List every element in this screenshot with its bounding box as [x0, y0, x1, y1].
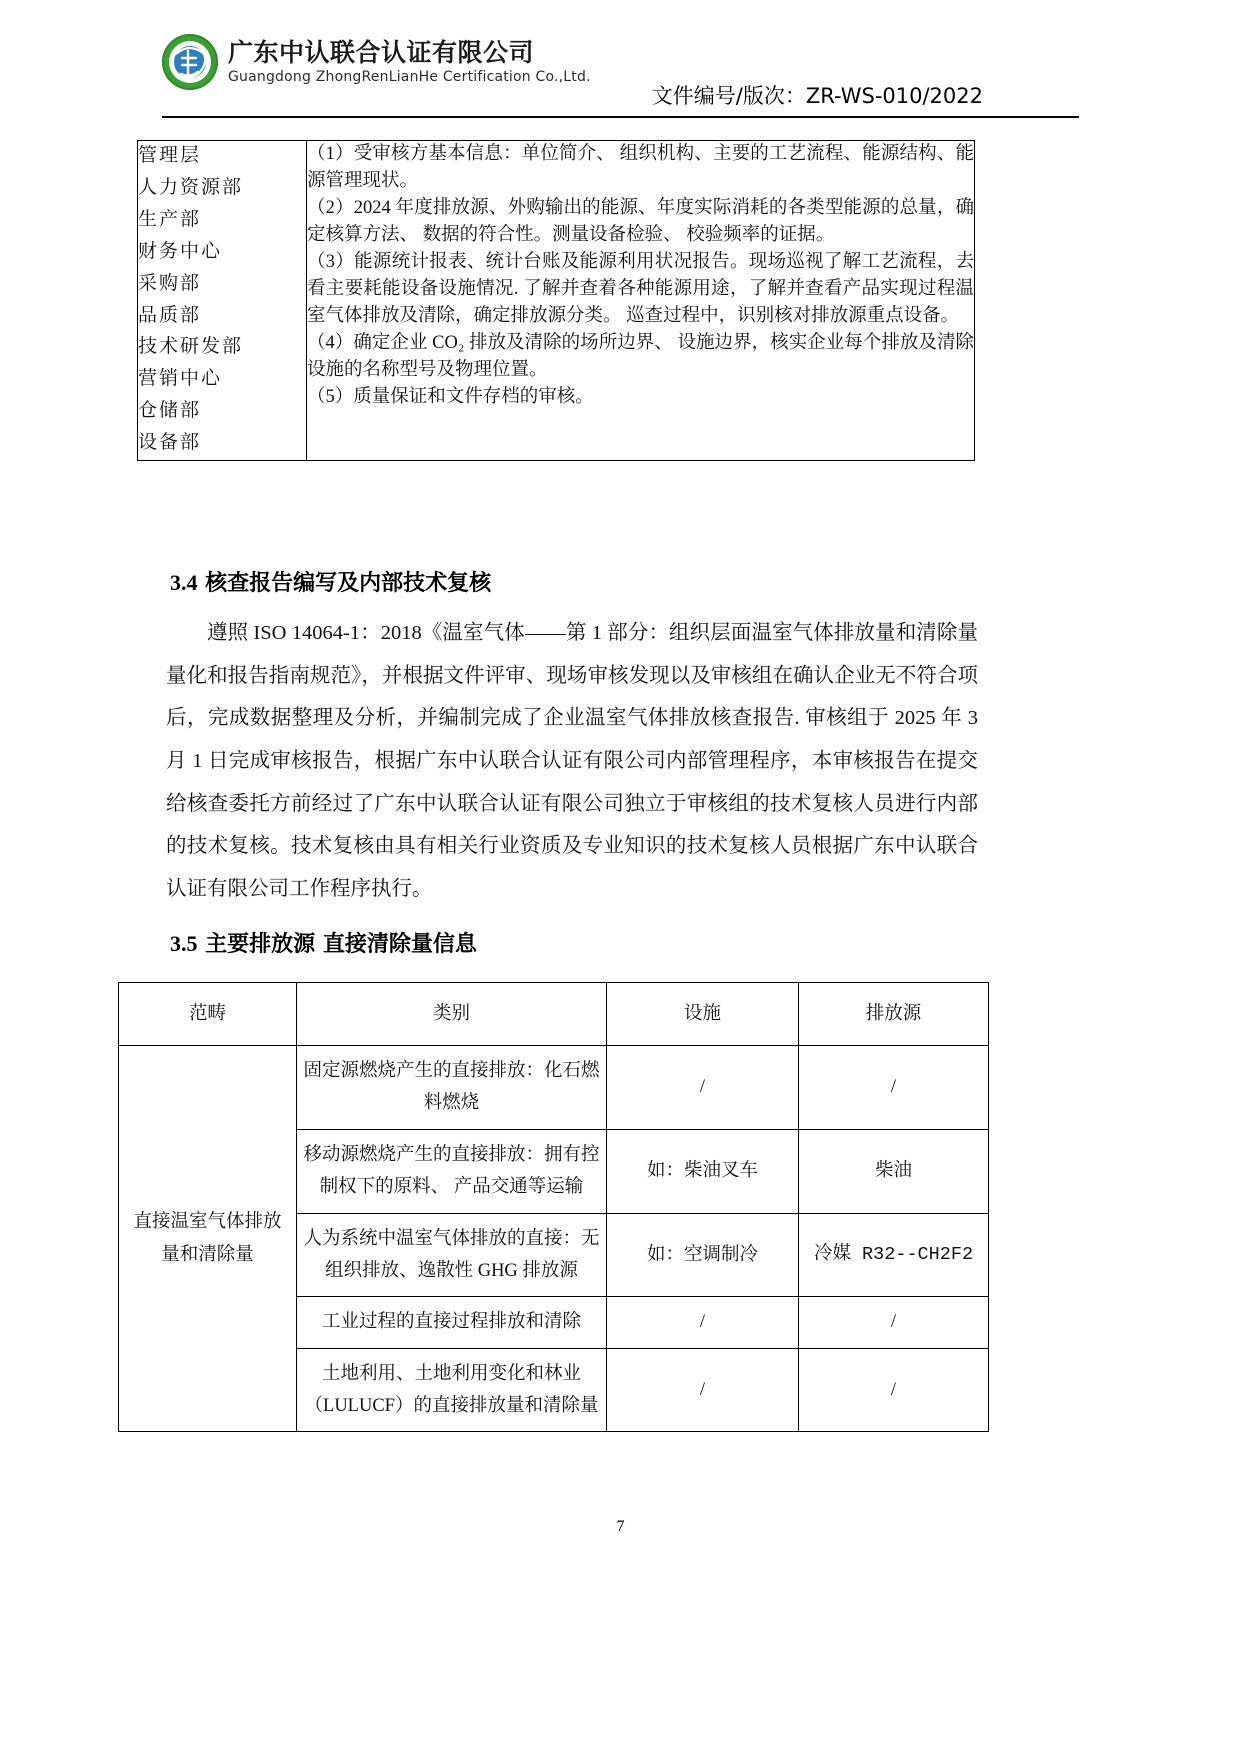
category-cell: 土地利用、土地利用变化和林业（LULUCF）的直接排放量和清除量 [297, 1348, 607, 1432]
document-code: 文件编号/版次：ZR-WS-010/2022 [651, 84, 983, 108]
facility-cell: 如：柴油叉车 [607, 1129, 799, 1213]
certification-seal-icon [162, 34, 218, 90]
header-divider [162, 116, 1079, 118]
section-number: 3.5 [170, 931, 198, 956]
list-item: 品质部 [138, 304, 202, 327]
facility-cell: / [607, 1046, 799, 1130]
column-header-category: 类别 [297, 983, 607, 1046]
document-header [0, 28, 1241, 114]
audit-activities-list [307, 141, 974, 411]
category-cell: 人为系统中温室气体排放的直接：无组织排放、逸散性 GHG 排放源 [297, 1213, 607, 1297]
scope-cell: 直接温室气体排放量和清除量 [119, 1046, 297, 1432]
activity-item: （3）能源统计报表、统计台账及能源利用状况报告。现场巡视了解工艺流程，去看主要耗能设备设施情况. 了解并查着各种能源用途，了解并查看产品实现过程温室气体排放及清除，确定排放源分类。 巡查过程中，识别核对排放源重点设备。 [307, 252, 974, 326]
facility-cell: 如：空调制冷 [607, 1213, 799, 1297]
activity-item: （1）受审核方基本信息：单位简介、 组织机构、主要的工艺流程、能源结构、能源管理现状。 [307, 144, 974, 191]
facility-cell: / [607, 1297, 799, 1348]
source-cell: / [799, 1297, 989, 1348]
company-logo-block [162, 34, 591, 90]
table-row [138, 141, 975, 461]
list-item: 人力资源部 [138, 176, 244, 199]
category-cell: 移动源燃烧产生的直接排放：拥有控制权下的原料、 产品交通等运输 [297, 1129, 607, 1213]
column-header-source: 排放源 [799, 983, 989, 1046]
category-cell: 固定源燃烧产生的直接排放：化石燃料燃烧 [297, 1046, 607, 1130]
company-name-cn: 广东中认联合认证有限公司 [228, 37, 535, 67]
section-number: 3.4 [170, 570, 198, 595]
emission-sources-table [118, 982, 989, 1432]
table-row [119, 1046, 989, 1130]
section-title: 主要排放源 直接清除量信息 [205, 932, 477, 957]
source-cell: 冷媒 R32--CH2F2 [799, 1213, 989, 1297]
list-item: 管理层 [138, 145, 202, 167]
facility-cell: / [607, 1348, 799, 1432]
source-cell: 柴油 [799, 1129, 989, 1213]
category-cell: 工业过程的直接过程排放和清除 [297, 1297, 607, 1348]
column-header-scope: 范畴 [119, 983, 297, 1046]
list-item: 设备部 [138, 432, 202, 455]
department-cell [138, 141, 307, 461]
seal-glyph-icon [162, 34, 218, 90]
list-item: 技术研发部 [138, 336, 244, 359]
column-header-facility: 设施 [607, 983, 799, 1046]
activity-item: （5）质量保证和文件存档的审核。 [307, 387, 594, 407]
section-34-paragraph: 遵照 ISO 14064-1：2018《温室气体——第 1 部分：组织层面温室气体排放量和清除量量化和报告指南规范》，并根据文件评审、现场审核发现以及审核组在确认企业无不符合项后，完成数据整理及分析，并编制完成了企业温室气体排放核查报告. 审核组于 2025 年 3 月 1 日完成审核报告，根据广东中认联合认证有限公司内部管理程序，本审核报告在提交给核查委托方前经过了广东中认联合认证有限公司独立于审核组的技术复核人员进行内部的技术复核。技术复核由具有相关行业资质及专业知识的技术复核人员根据广东中认联合认证有限公司工作程序执行。 [166, 622, 978, 900]
company-name-en: Guangdong ZhongRenLianHe Certification Co.,Ltd. [228, 69, 591, 86]
list-item: 财务中心 [138, 240, 223, 263]
list-item: 采购部 [138, 272, 202, 295]
company-name-block [228, 39, 591, 86]
source-cell: / [799, 1348, 989, 1432]
list-item: 营销中心 [138, 368, 223, 391]
page-number: 7 [616, 1518, 625, 1535]
section-title: 核查报告编写及内部技术复核 [205, 571, 492, 596]
source-cell: / [799, 1046, 989, 1130]
activity-item: （2）2024 年度排放源、外购输出的能源、年度实际消耗的各类型能源的总量，确定核算方法、 数据的符合性。测量设备检验、 校验频率的证据。 [307, 198, 974, 245]
section-heading-35 [170, 927, 477, 958]
section-heading-34 [170, 566, 491, 597]
list-item: 仓储部 [138, 400, 202, 423]
audit-scope-table [137, 140, 975, 461]
department-list [138, 141, 306, 460]
list-item: 生产部 [138, 208, 202, 231]
table-header-row [119, 983, 989, 1046]
audit-activities-cell [307, 141, 975, 461]
activity-item: （4）确定企业 CO₂ 排放及清除的场所边界、 设施边界，核实企业每个排放及清除设施的名称型号及物理位置。 [307, 333, 974, 380]
